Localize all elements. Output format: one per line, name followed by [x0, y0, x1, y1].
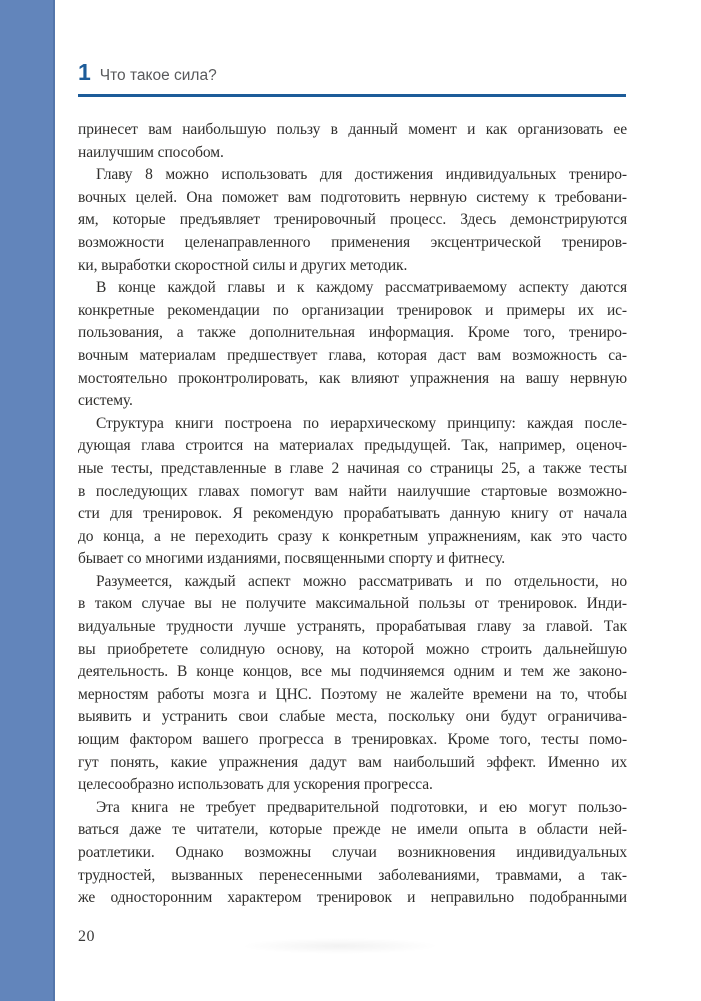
text-line: Разумеется, каждый аспект можно рассматривать и по отдельности, но [96, 572, 627, 590]
text-line: Структура книги построена по иерархическому принципу: каждая после- [96, 414, 627, 432]
header-rule [78, 94, 626, 97]
text-line: трудностей, вызванных перенесенными заболеваниями, травмами, а так- [78, 866, 627, 884]
text-line: деятельность. В конце концов, все мы подчиняемся одним и тем же законо- [78, 663, 627, 681]
text-line: возможности целенаправленного применения эксцентрической трениров- [78, 233, 627, 251]
text-line: роатлетики. Однако возможны случаи возникновения индивидуальных [78, 844, 627, 861]
chapter-number: 1 [78, 59, 91, 85]
text-line: пользования, а также дополнительная информация. Кроме того, трениро- [78, 324, 627, 342]
text-line: дующая глава строится на материалах предыдущей. Так, например, оценоч- [78, 437, 627, 455]
text-line: конкретные рекомендации по организации тренировок и примеры их ис- [78, 301, 627, 319]
text-line: Эта книга не требует предварительной подготовки, и ею могут пользо- [96, 798, 627, 816]
text-line: вочным материалам предшествует глава, которая даст вам возможность са- [78, 346, 627, 364]
page-number: 20 [78, 928, 95, 945]
text-line: в последующих главах помогут вам найти наилучшие стартовые возможно- [78, 482, 627, 500]
text-line: мерностям работы мозга и ЦНС. Поэтому не жалейте времени на то, чтобы [78, 685, 627, 703]
text-line: гут понять, какие упражнения дадут вам наибольший эффект. Именно их [78, 753, 627, 771]
text-line: ям, которые предъявляет тренировочный процесс. Здесь демонстрируются [78, 211, 627, 229]
text-line: до конца, а не переходить сразу к конкретным упражнениям, как это часто [78, 527, 627, 545]
text-line: же односторонним характером тренировок и неправильно подобранными [78, 889, 627, 907]
text-line: ные тесты, представленные в главе 2 начиная со страницы 25, а также тесты [78, 459, 627, 477]
book-spine [0, 0, 55, 1001]
text-line: наилучшим способом. [78, 143, 224, 161]
text-line: в таком случае вы не получите максимальной пользы от тренировок. Инди- [78, 595, 627, 613]
chapter-title: Что такое сила? [99, 67, 217, 84]
text-line: вочных целей. Она поможет вам подготовить нервную систему к требовани- [78, 188, 627, 206]
text-line: ки, выработки скоростной силы и других методик. [78, 256, 408, 274]
text-line: сти для тренировок. Я рекомендую прорабатывать данную книгу от начала [78, 505, 627, 523]
chapter-header [78, 61, 626, 84]
text-line: принесет вам наибольшую пользу в данный момент и как организовать ее [78, 121, 627, 138]
body-text [78, 119, 627, 910]
text-line: В конце каждой главы и к каждому рассматриваемому аспекту даются [96, 279, 627, 297]
scan-shadow [240, 938, 440, 954]
text-line: вы приобретете солидную основу, на которой можно строить дальнейшую [78, 640, 627, 658]
text-line: мостоятельно проконтролировать, как влияют упражнения на вашу нервную [78, 369, 627, 387]
text-line: выявить и устранить свои слабые места, поскольку они будут ограничива- [78, 708, 627, 726]
text-line: Главу 8 можно использовать для достижения индивидуальных трениро- [96, 166, 627, 184]
text-line: видуальные трудности лучше устранять, прорабатывая главу за главой. Так [78, 618, 627, 636]
text-line: бывает со многими изданиями, посвященными спорту и фитнесу. [78, 550, 505, 568]
text-line: систему. [78, 392, 133, 410]
text-line: ваться даже те читатели, которые прежде не имели опыта в области ней- [78, 821, 627, 839]
text-line: целесообразно использовать для ускорения прогресса. [78, 776, 433, 794]
text-line: ющим фактором вашего прогресса в тренировках. Кроме того, тесты помо- [78, 731, 627, 749]
